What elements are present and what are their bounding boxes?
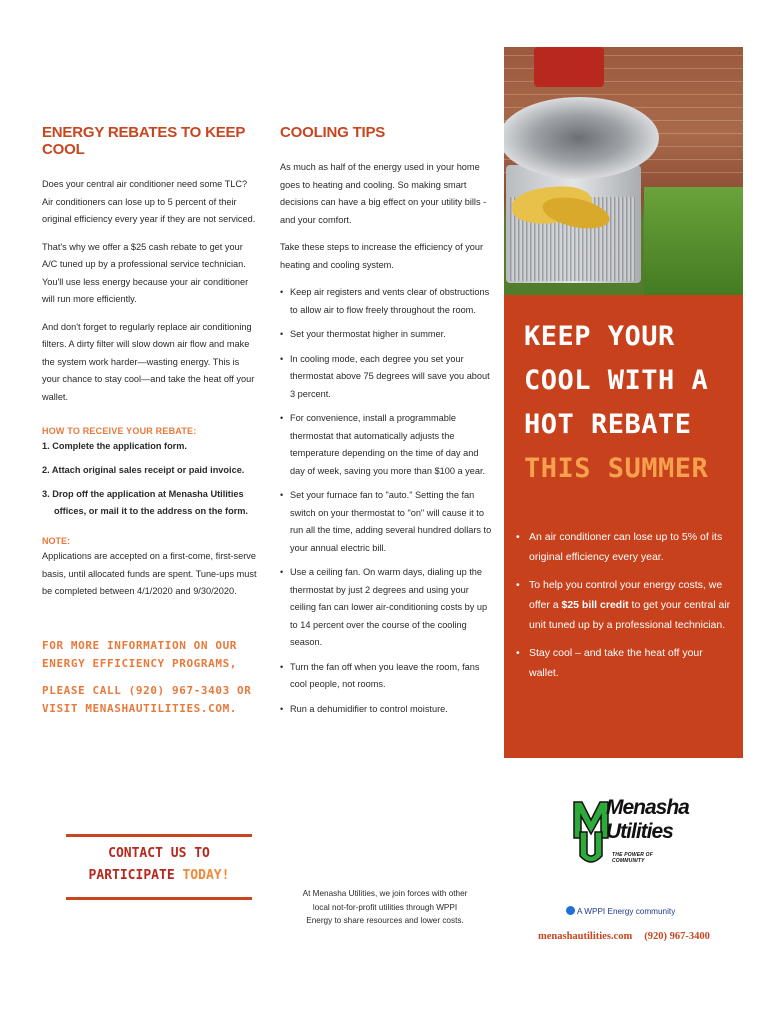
tips-paragraph-2: Take these steps to increase the efficiency of your heating and cooling system. [280,242,484,270]
tip-item: • Set your furnace fan to "auto." Setting the fan switch on your thermostat to "on" will cause it to run all the time, adding several hundred dollars to your annual electric bill. [280,487,493,557]
headline-line: KEEP YOUR [524,321,675,352]
contact-line-1: CONTACT US TO [108,846,210,861]
website-link[interactable]: menashautilities.com [538,931,633,942]
step-item: 3. Drop off the application at Menasha Utilities offices, or mail it to the address on the form. [42,489,248,516]
rebates-paragraph-1: Does your central air conditioner need some TLC? Air conditioners can lose up to 5 percent of their original efficiency every year if they are not serviced. [42,179,256,224]
how-to-title: HOW TO RECEIVE YOUR REBATE: [42,426,197,436]
info-text-2: PLEASE CALL (920) 967-3403 OR VISIT MENASHAUTILITIES.COM. [42,683,252,715]
promo-bullets [516,527,731,691]
menasha-utilities-logo [572,796,689,872]
wppi-text: A WPPI Energy community [577,907,676,916]
contact-line [538,931,710,942]
phone-number[interactable]: (920) 967-3400 [644,931,710,942]
today-text: TODAY! [182,868,230,883]
tips-paragraph-1: As much as half of the energy used in your home goes to heating and cooling. So making smart decisions can have a big effect on your utility bills - and your comfort. [280,162,487,225]
toolbox-shape [534,47,604,87]
step-item: 2. Attach original sales receipt or paid invoice. [42,465,245,475]
promo-bullet [516,575,731,635]
rebate-steps [42,438,257,520]
wppi-badge [566,906,675,916]
contact-line-2 [66,865,252,887]
air-conditioner-photo [504,47,743,295]
step-item: 1. Complete the application form. [42,441,187,451]
promo-headline [524,315,734,491]
tip-item: • Set your thermostat higher in summer. [280,326,493,344]
logo-name-2: Utilities [606,820,673,843]
bullet-text: to get your central air unit tuned up by a professional technician. [529,599,731,631]
promo-bullet: • An air conditioner can lose up to 5% of its original efficiency every year. [516,527,731,567]
tip-item: • Use a ceiling fan. On warm days, dialing up the thermostat by just 2 degrees and using your ceiling fan can lower air-conditioning costs by up to 14 percent over the course of the cooling season. [280,564,493,652]
rebates-paragraph-2: That's why we offer a $25 cash rebate to get your A/C tuned up by a professional service technician. You'll use less energy because your air conditioner will run more efficiently. [42,241,249,304]
ac-fan-shape [504,97,659,179]
tips-list [280,284,493,718]
tip-item: • Run a dehumidifier to control moisture. [280,701,493,719]
bill-credit-text: $25 bill credit [561,599,629,611]
rebates-paragraph-3: And don't forget to regularly replace air conditioning filters. A dirty filter will slow down air flow and make the system work harder—wasting energy. This is your chance to stay cool—and take the heat off your wallet. [42,321,255,402]
promo-bullet: • Stay cool – and take the heat off your wallet. [516,643,731,683]
mu-logo-icon [572,798,610,866]
grass-shape [644,187,743,295]
tips-column [280,124,493,725]
participate-text: PARTICIPATE [88,868,175,883]
headline-line: HOT REBATE [524,409,692,440]
tip-item: • In cooling mode, each degree you set your thermostat above 75 degrees will save you about 3 percent. [280,351,493,404]
headline-line: COOL WITH A [524,365,709,396]
brick-line [504,94,743,95]
headline-line: THIS SUMMER [524,453,709,484]
logo-name-1: Menasha [606,796,689,819]
rebates-title: ENERGY REBATES TO KEEP COOL [42,124,245,158]
note-title: NOTE: [42,536,70,546]
logo-tagline: THE POWER OF COMMUNITY [612,852,654,864]
note-text: Applications are accepted on a first-come, first-serve basis, until allocated funds are spent. Tune-ups must be completed between 4/1/2020 and 9/30/2020. [42,551,257,596]
tips-title: COOLING TIPS [280,124,386,141]
contact-box [66,834,252,900]
promo-panel [504,295,743,758]
tip-item: • For convenience, install a programmable thermostat that automatically adjusts the temperature depending on the time of day and day of week, saving you more than $100 a year. [280,410,493,480]
tip-item: • Turn the fan off when you leave the room, fans cool people, not rooms. [280,659,493,694]
rebates-column [42,124,257,718]
wppi-icon [566,906,575,915]
tip-item: • Keep air registers and vents clear of obstructions to allow air to flow freely throughout the room. [280,284,493,319]
bullet-text: To help you control your energy costs, we offer a [529,579,723,611]
coop-text: At Menasha Utilities, we join forces with other local not-for-profit utilities through WPPI Energy to share resources and lower costs. [302,889,468,925]
info-text-1: FOR MORE INFORMATION ON OUR ENERGY EFFICIENCY PROGRAMS, [42,638,238,670]
